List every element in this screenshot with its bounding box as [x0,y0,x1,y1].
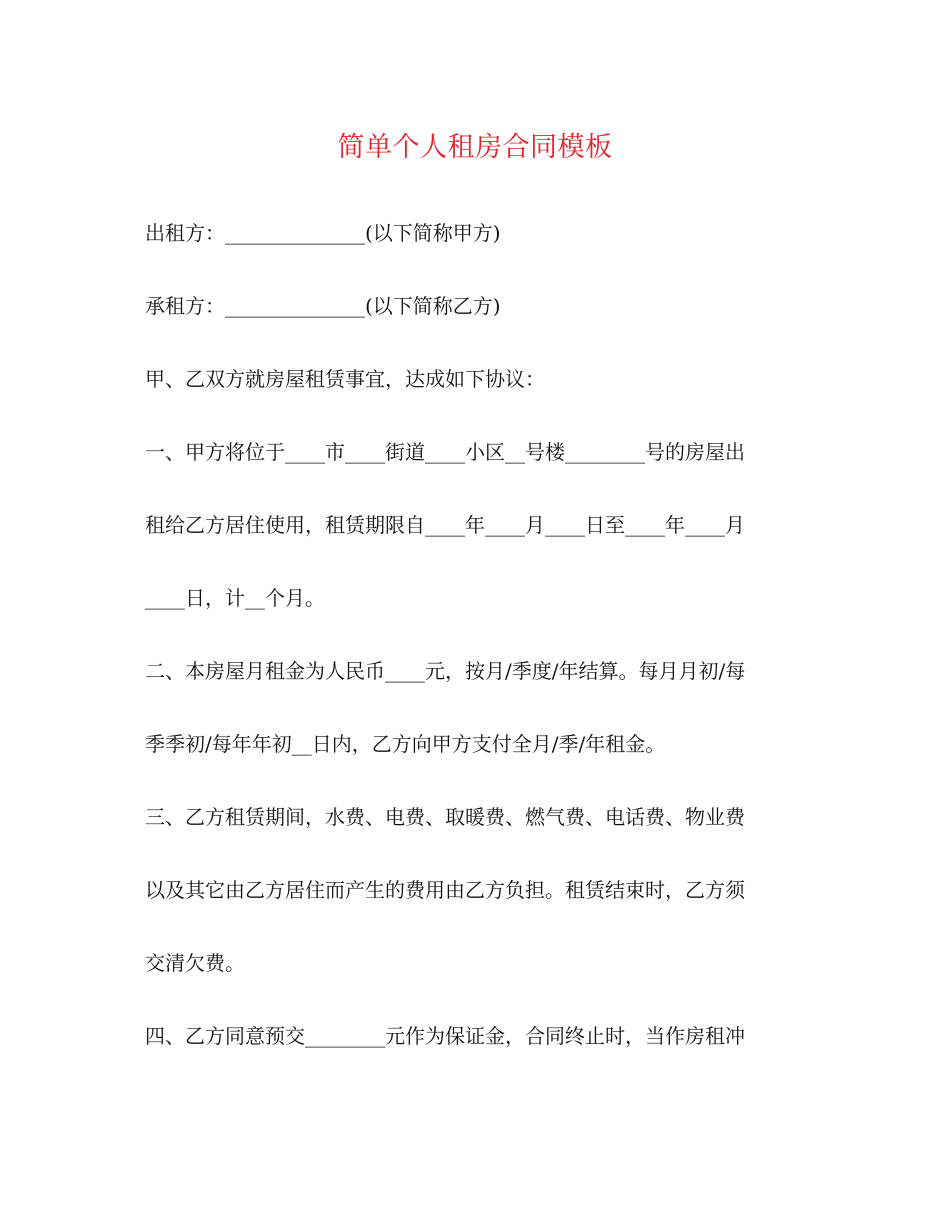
clause-1-line-3: ____日，计__个月。 [145,586,325,610]
lessee-line: 承租方：______________(以下简称乙方) [145,294,501,318]
clause-2-line-2: 季季初/每年年初__日内，乙方向甲方支付全月/季/年租金。 [145,732,666,756]
clause-2-line-1: 二、本房屋月租金为人民币____元，按月/季度/年结算。每月月初/每 [145,659,746,683]
lessor-line: 出租方：______________(以下简称甲方) [145,221,501,245]
document-title: 简单个人租房合同模板 [337,132,613,163]
clause-3-line-2: 以及其它由乙方居住而产生的费用由乙方负担。租赁结束时，乙方须 [145,878,745,902]
clause-3-line-1: 三、乙方租赁期间，水费、电费、取暖费、燃气费、电话费、物业费 [145,805,745,829]
clause-1-line-1: 一、甲方将位于____市____街道____小区__号楼________号的房屋出 [145,440,745,464]
clause-4-line-1: 四、乙方同意预交________元作为保证金，合同终止时，当作房租冲 [145,1024,745,1048]
clause-3-line-3: 交清欠费。 [145,951,245,975]
clause-1-line-2: 租给乙方居住使用，租赁期限自____年____月____日至____年____月 [145,513,745,537]
agreement-intro-line: 甲、乙双方就房屋租赁事宜，达成如下协议： [145,367,545,391]
